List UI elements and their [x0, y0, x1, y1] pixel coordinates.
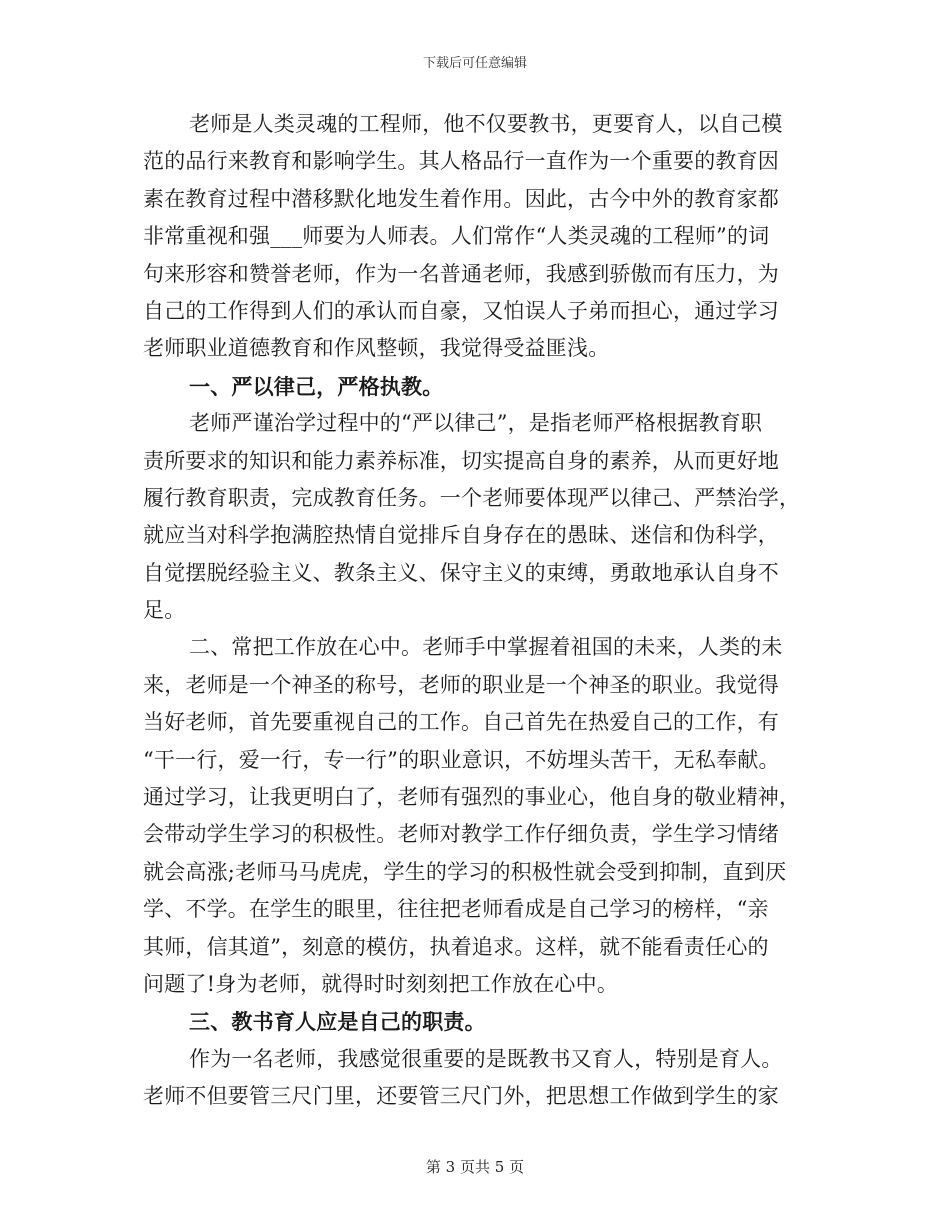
paragraph-line: 作为一名老师，我感觉很重要的是既教书又育人，特别是育人。 [189, 1046, 783, 1071]
section-heading: 一、严以律己，严格执教。 [189, 373, 444, 399]
document-body [143, 106, 808, 1116]
paragraph-line: 非常重视和强___师要为人师表。人们常作“人类灵魂的工程师”的词 [143, 224, 770, 249]
paragraph-line: 老师职业道德教育和作风整顿，我觉得受益匪浅。 [143, 336, 610, 361]
paragraph-line: 老师不但要管三尺门里，还要管三尺门外，把思想工作做到学生的家 [143, 1084, 779, 1109]
paragraph-line: 来，老师是一个神圣的称号，老师的职业是一个神圣的职业。我觉得 [143, 672, 779, 697]
paragraph-line: 范的品行来教育和影响学生。其人格品行一直作为一个重要的教育因 [143, 149, 779, 174]
page-footer: 第 3 页共 5 页 [425, 1158, 525, 1176]
paragraph-line: 句来形容和赞誉老师，作为一名普通老师，我感到骄傲而有压力，为 [143, 261, 779, 286]
paragraph-line: 足。 [143, 598, 186, 623]
paragraph-line: 二、常把工作放在心中。老师手中掌握着祖国的未来，人类的未 [189, 635, 783, 660]
paragraph-line: 其师，信其道”，刻意的模仿，执着追求。这样，就不能看责任心的 [143, 934, 769, 959]
paragraph-line: 学、不学。在学生的眼里，往往把老师看成是自己学习的榜样，“亲 [143, 897, 769, 922]
paragraph-line: 责所要求的知识和能力素养标准，切实提高自身的素养，从而更好地 [143, 448, 779, 473]
page-header: 下载后可任意编辑 [422, 56, 527, 71]
paragraph-line: “干一行，爱一行，专一行”的职业意识，不妨埋头苦干，无私奉献。 [143, 747, 780, 772]
paragraph-line: 就应当对科学抱满腔热情自觉排斥自身存在的愚昧、迷信和伪科学， [143, 523, 779, 548]
paragraph-line: 自己的工作得到人们的承认而自豪，又怕误人子弟而担心，通过学习 [143, 298, 779, 323]
paragraph-line: 自觉摆脱经验主义、教条主义、保守主义的束缚，勇敢地承认自身不 [143, 560, 779, 585]
paragraph-line: 就会高涨;老师马马虎虎，学生的学习的积极性就会受到抑制，直到厌 [143, 859, 787, 884]
paragraph-line: 老师严谨治学过程中的“严以律己”，是指老师严格根据教育职 [189, 411, 763, 436]
paragraph-line: 素在教育过程中潜移默化地发生着作用。因此，古今中外的教育家都 [143, 186, 779, 211]
section-heading: 三、教书育人应是自己的职责。 [189, 1009, 486, 1035]
paragraph-line: 履行教育职责，完成教育任务。一个老师要体现严以律己、严禁治学， [143, 485, 801, 510]
paragraph-line: 当好老师，首先要重视自己的工作。自己首先在热爱自己的工作，有 [143, 710, 779, 735]
paragraph-line: 问题了!身为老师，就得时时刻刻把工作放在心中。 [143, 971, 619, 996]
paragraph-line: 会带动学生学习的积极性。老师对教学工作仔细负责，学生学习情绪 [143, 822, 779, 847]
paragraph-line: 通过学习，让我更明白了，老师有强烈的事业心，他自身的敬业精神， [143, 785, 801, 810]
paragraph-line: 老师是人类灵魂的工程师，他不仅要教书，更要育人，以自己模 [189, 112, 783, 136]
